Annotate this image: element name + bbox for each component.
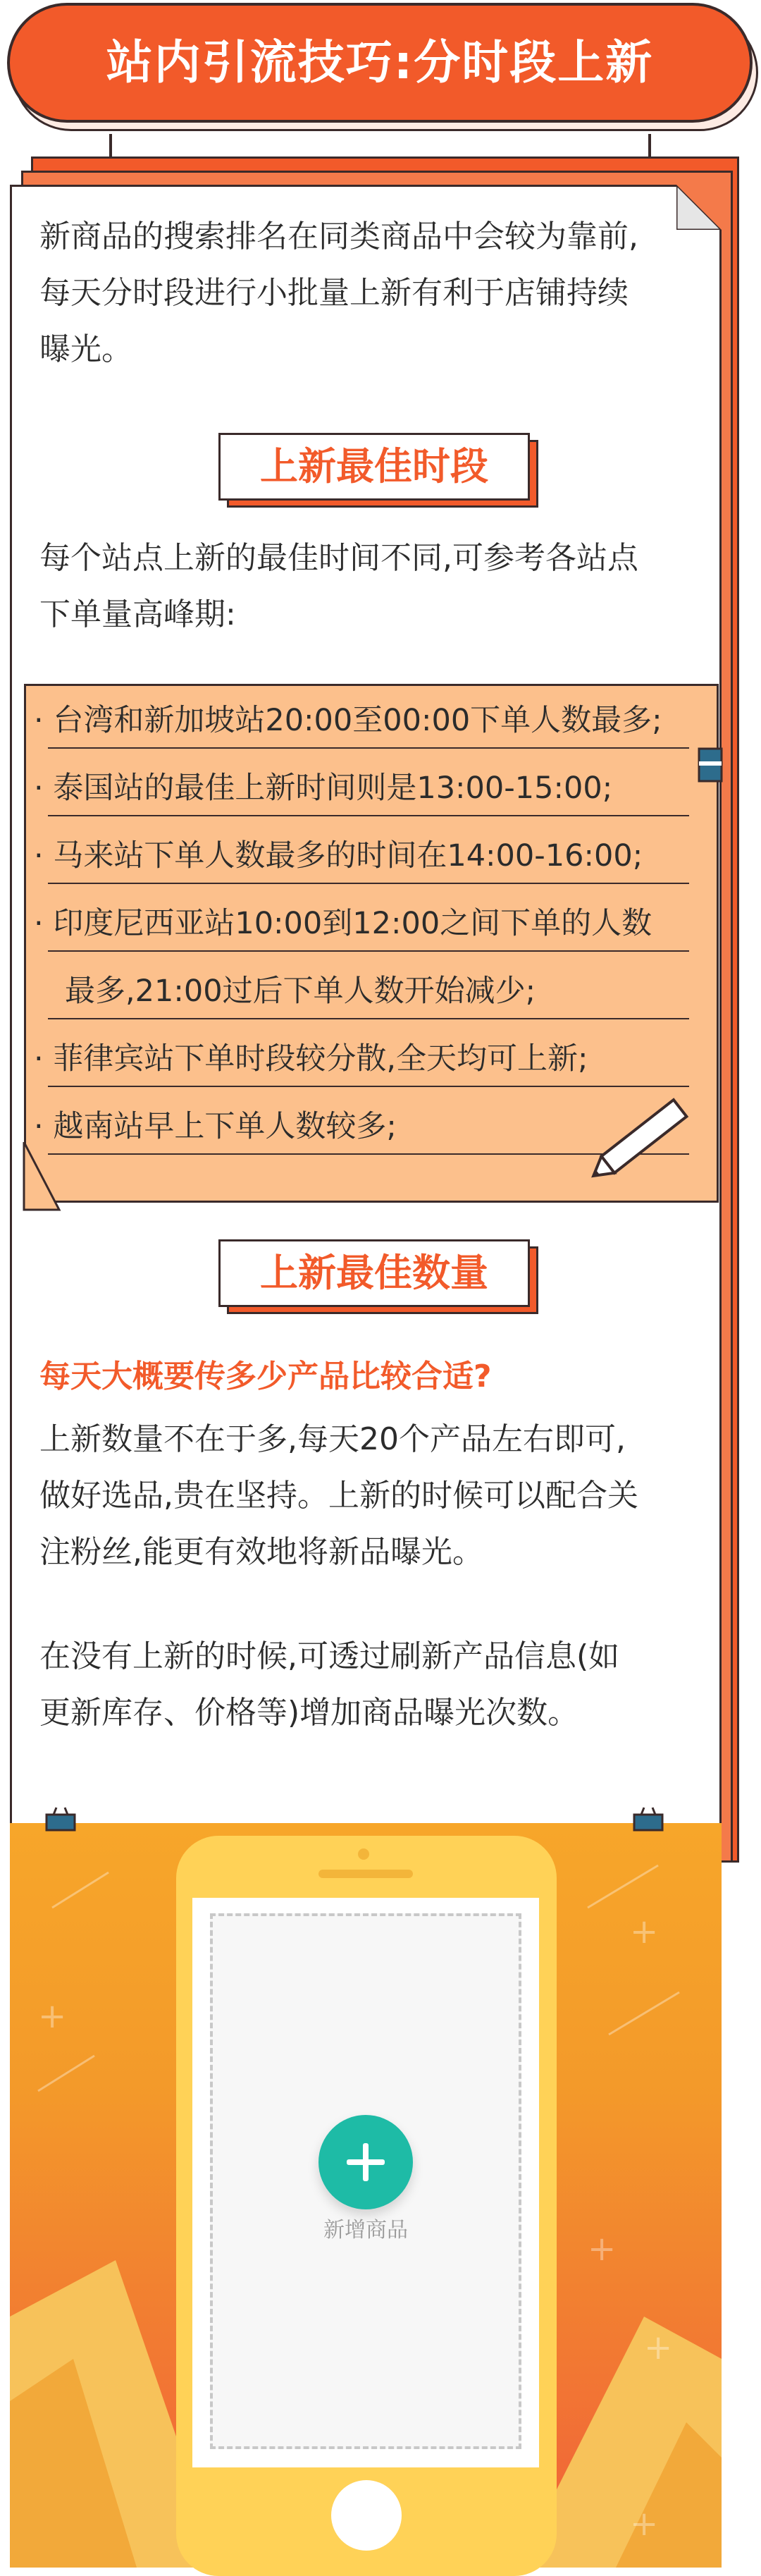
pencil-icon bbox=[578, 1086, 705, 1191]
add-product-button[interactable] bbox=[318, 2115, 413, 2209]
list-item bbox=[34, 687, 710, 754]
list-item-text: 菲律宾站下单时段较分散,全天均可上新; bbox=[53, 1041, 588, 1077]
para-line: 在没有上新的时候,可透过刷新产品信息(如 bbox=[39, 1638, 620, 1674]
intro-line: 曝光。 bbox=[39, 331, 132, 367]
list-item-text: 越南站早上下单人数较多; bbox=[53, 1109, 397, 1144]
plus-icon bbox=[318, 2115, 413, 2209]
list-item bbox=[34, 822, 710, 890]
list-item bbox=[34, 957, 710, 1025]
section2-para2 bbox=[39, 1629, 723, 1741]
list-item-text: 马来站下单人数最多的时间在14:00-16:00; bbox=[53, 838, 643, 873]
phone-camera bbox=[358, 1848, 369, 1860]
list-item-text: 印度尼西亚站10:00到12:00之间下单的人数 bbox=[53, 906, 652, 941]
intro-line: 每天分时段进行小批量上新有利于店铺持续 bbox=[39, 275, 629, 311]
binder-clip-icon bbox=[698, 747, 723, 783]
section2-heading: 上新最佳数量 bbox=[218, 1239, 530, 1307]
section1-heading: 上新最佳时段 bbox=[218, 433, 530, 501]
para-line: 做好选品,贵在坚持。上新的时候可以配合关 bbox=[39, 1478, 638, 1514]
list-item bbox=[34, 890, 710, 957]
svg-text:+: + bbox=[38, 1997, 67, 2036]
bullet-icon: · bbox=[34, 906, 44, 941]
bullet-icon: · bbox=[34, 703, 44, 738]
bullet-icon: · bbox=[34, 1041, 44, 1077]
section1-desc bbox=[39, 530, 716, 643]
intro-line: 新商品的搜索排名在同类商品中会较为靠前, bbox=[39, 219, 638, 254]
svg-text:+: + bbox=[630, 1912, 659, 1951]
para-line: 更新库存、价格等)增加商品曝光次数。 bbox=[39, 1695, 579, 1731]
bullet-icon: · bbox=[34, 1109, 44, 1144]
section2-para1 bbox=[39, 1411, 723, 1581]
list-item-text: 泰国站的最佳上新时间则是13:00-15:00; bbox=[53, 771, 613, 806]
phone-speaker bbox=[318, 1870, 413, 1878]
para-line: 注粉丝,能更有效地将新品曝光。 bbox=[39, 1534, 483, 1570]
svg-text:+: + bbox=[630, 2504, 659, 2544]
list-item bbox=[34, 1025, 710, 1093]
list-item-text: 台湾和新加坡站20:00至00:00下单人数最多; bbox=[53, 703, 662, 738]
add-product-label: 新增商品 bbox=[323, 2218, 408, 2243]
intro-text bbox=[39, 209, 716, 378]
svg-text:+: + bbox=[588, 2229, 617, 2269]
list-item-text: 最多,21:00过后下单人数开始减少; bbox=[65, 974, 536, 1009]
bullet-icon: · bbox=[34, 771, 44, 806]
section2-question: 每天大概要传多少产品比较合适? bbox=[39, 1358, 492, 1394]
binder-clip-right-icon bbox=[631, 1806, 665, 1832]
bullet-icon: · bbox=[34, 838, 44, 873]
list-item bbox=[34, 754, 710, 822]
para-line: 上新数量不在于多,每天20个产品左右即可, bbox=[39, 1421, 626, 1457]
section1-desc-line: 每个站点上新的最佳时间不同,可参考各站点 bbox=[39, 540, 638, 576]
phone-home-button[interactable] bbox=[331, 2480, 402, 2551]
svg-text:+: + bbox=[644, 2328, 673, 2367]
section1-desc-line: 下单量高峰期: bbox=[39, 596, 236, 632]
page-title: 站内引流技巧:分时段上新 bbox=[106, 35, 654, 90]
binder-clip-left-icon bbox=[44, 1806, 78, 1832]
